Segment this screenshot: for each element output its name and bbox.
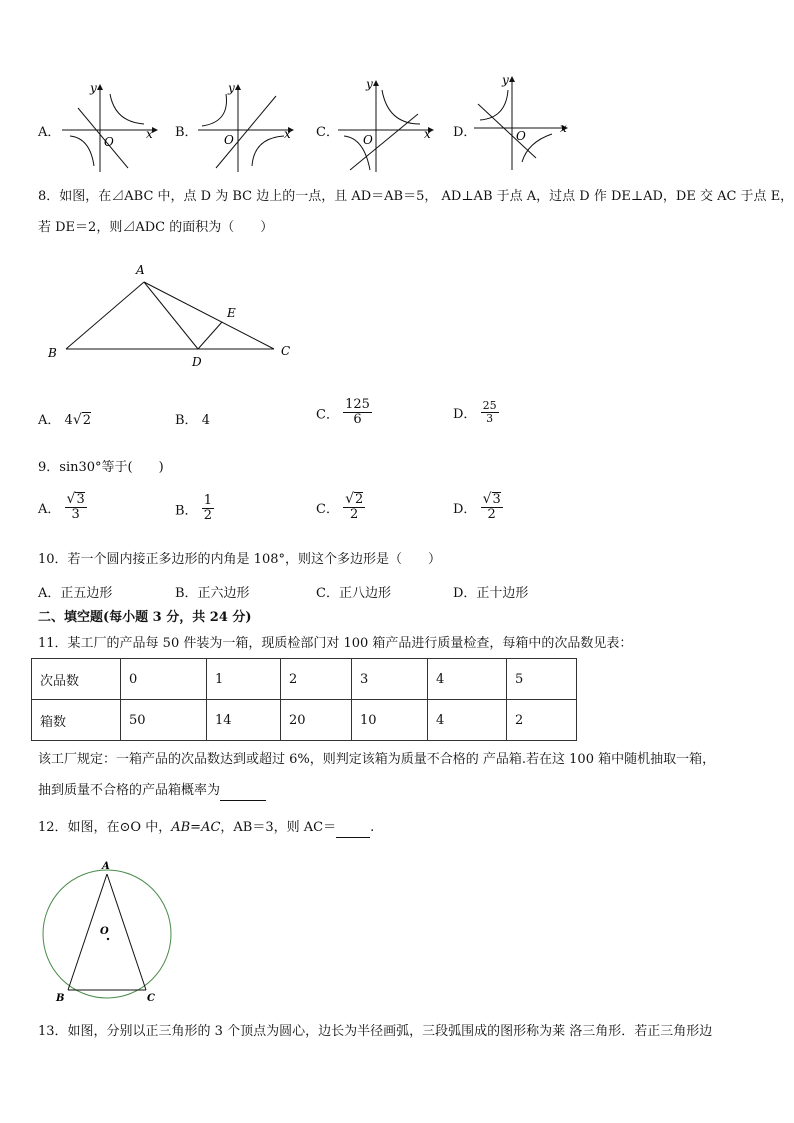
table-cell: 50	[121, 700, 207, 741]
svg-text:D: D	[192, 355, 202, 369]
table-cell: 2	[507, 700, 577, 741]
svg-text:C: C	[147, 993, 155, 1004]
q8-option-c[interactable]: C． $\frac{125}{6}$	[316, 397, 370, 428]
table-cell: 3	[352, 659, 428, 700]
table-cell: 0	[121, 659, 207, 700]
arc-equation: AB=AC	[171, 820, 221, 835]
section-fill-in-heading: 二、填空题(每小题 3 分，共 24 分)	[38, 610, 252, 625]
q13-stem: 13．如图，分别以正三角形的 3 个顶点为圆心，边长为半径画弧，三段弧围成的图形称为莱 洛三角形．若正三角形边	[38, 1024, 713, 1039]
q7-graph-b	[196, 80, 296, 175]
q8-option-a[interactable]: A． 4√2	[38, 412, 92, 428]
table-cell: 次品数	[32, 659, 121, 700]
svg-text:y: y	[228, 81, 235, 95]
q7-option-a-label: A．	[38, 125, 61, 140]
svg-text:E: E	[227, 306, 236, 320]
table-cell: 10	[352, 700, 428, 741]
q10-option-a[interactable]: A．正五边形	[38, 586, 113, 601]
q7-graph-c	[336, 76, 436, 175]
svg-text:y: y	[502, 73, 509, 87]
q8-option-b[interactable]: B． 4	[175, 413, 210, 428]
q9-option-d[interactable]: D． $\frac{√3}{2}$	[453, 491, 501, 523]
table-cell: 14	[207, 700, 281, 741]
q8-triangle-figure	[40, 258, 310, 373]
q9-option-c[interactable]: C． $\frac{√2}{2}$	[316, 491, 364, 523]
q11-table	[31, 658, 577, 741]
svg-text:x: x	[424, 127, 431, 141]
q8-option-d[interactable]: D． $\frac{25}{3}$	[453, 399, 497, 426]
svg-text:O: O	[100, 926, 109, 937]
q10-option-c[interactable]: C．正八边形	[316, 586, 391, 601]
svg-text:y: y	[366, 77, 373, 91]
q8-stem-line1: 8．如图，在⊿ABC 中，点 D 为 BC 边上的一点，且 AD＝AB＝5， AD⊥AB 于点 A，过点 D 作 DE⊥AD，DE 交 AC 于点 E，	[38, 189, 794, 204]
svg-text:A: A	[136, 263, 145, 277]
q11-stem: 11．某工厂的产品每 50 件装为一箱，现质检部门对 100 箱产品进行质量检查，每箱中的次品数见表：	[38, 636, 633, 651]
q7-option-b-label: B．	[175, 125, 198, 140]
q10-stem: 10．若一个圆内接正多边形的内角是 108°，则这个多边形是（ ）	[38, 552, 441, 567]
q11-line3: 抽到质量不合格的产品箱概率为	[38, 781, 266, 801]
q10-option-b[interactable]: B．正六边形	[175, 586, 250, 601]
table-cell: 2	[281, 659, 352, 700]
svg-text:y: y	[90, 81, 97, 95]
q11-line2: 该工厂规定：一箱产品的次品数达到或超过 6%，则判定该箱为质量不合格的 产品箱.若在这 100 箱中随机抽取一箱，	[38, 752, 716, 767]
svg-text:A: A	[102, 861, 110, 872]
svg-text:O: O	[363, 133, 373, 147]
q10-option-d[interactable]: D．正十边形	[453, 586, 529, 601]
table-cell: 1	[207, 659, 281, 700]
svg-text:x: x	[284, 127, 291, 141]
table-cell: 5	[507, 659, 577, 700]
table-cell: 20	[281, 700, 352, 741]
table-cell: 4	[428, 700, 507, 741]
table-cell: 箱数	[32, 700, 121, 741]
q7-option-c-label: C．	[316, 125, 339, 140]
table-cell: 4	[428, 659, 507, 700]
svg-text:B: B	[48, 346, 57, 360]
q8-stem-line2: 若 DE＝2，则⊿ADC 的面积为（ ）	[38, 220, 274, 235]
svg-text:O: O	[104, 135, 114, 149]
q7-graph-a	[60, 80, 160, 175]
q12-stem: 12．如图，在⊙O 中，AB=AC，AB＝3，则 AC＝ .	[38, 818, 374, 838]
table-row	[32, 700, 577, 741]
svg-text:C: C	[281, 344, 291, 358]
q7-option-d-label: D．	[453, 125, 477, 140]
answer-blank[interactable]	[220, 784, 266, 801]
table-row	[32, 659, 577, 700]
svg-text:O: O	[224, 133, 234, 147]
answer-blank[interactable]	[336, 821, 370, 838]
svg-text:B: B	[56, 993, 65, 1004]
q9-stem: 9．sin30°等于( )	[38, 460, 164, 475]
q7-graph-d	[472, 70, 576, 175]
svg-text:O: O	[516, 129, 526, 143]
svg-text:x: x	[146, 127, 153, 141]
q9-option-a[interactable]: A． $\frac{√3}{3}$	[38, 491, 85, 523]
svg-text:x: x	[560, 121, 567, 135]
q12-circle-figure	[36, 858, 180, 1008]
q9-option-b[interactable]: B． $\frac{1}{2}$	[175, 493, 212, 524]
